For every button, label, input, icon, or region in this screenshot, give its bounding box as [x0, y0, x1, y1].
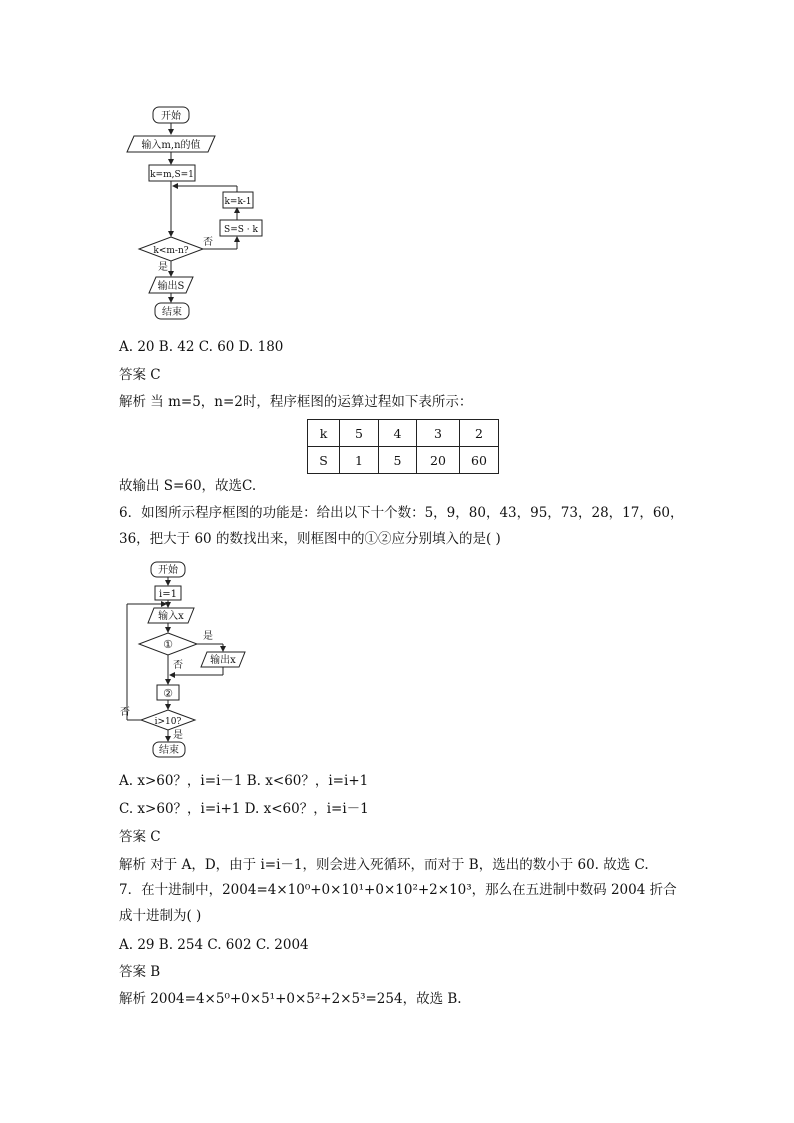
table-cell: 5 — [340, 420, 379, 447]
table-row — [308, 420, 499, 447]
flowchart-1 — [115, 95, 285, 330]
slot1-label: ① — [163, 638, 173, 651]
start-label: 开始 — [161, 111, 181, 122]
table-cell: k — [308, 420, 340, 447]
q5-analysis: 解析 当 m=5，n=2时，程序框图的运算过程如下表所示： — [119, 394, 473, 410]
q7-stem-line2: 成十进制为( ) — [119, 908, 202, 924]
input-label: 输入m,n的值 — [141, 140, 201, 151]
input-label: 输入x — [158, 611, 184, 622]
q7-answer: 答案 B — [119, 964, 161, 980]
table-cell: 3 — [417, 420, 460, 447]
no2-label: 否 — [120, 707, 130, 718]
q6-stem-line1: 6．如图所示程序框图的功能是：给出以下十个数：5，9，80，43，95，73，28，17，60， — [119, 505, 684, 521]
no-label: 否 — [203, 237, 213, 248]
table-cell: 20 — [417, 447, 460, 474]
start-label: 开始 — [158, 565, 178, 576]
end-label: 结束 — [162, 307, 182, 318]
cond2-label: i>10? — [154, 717, 182, 727]
calc-table — [307, 419, 499, 474]
init-label: i=1 — [159, 589, 177, 600]
q5-conclusion: 故输出 S=60，故选C. — [119, 478, 257, 494]
yes-label: 是 — [158, 262, 168, 273]
yes2-label: 是 — [173, 730, 183, 741]
flowchart-2 — [115, 556, 265, 762]
init-label: k=m,S=1 — [150, 170, 194, 180]
slot2-label: ② — [163, 687, 173, 700]
decrement-label: k=k-1 — [224, 197, 252, 207]
condition-label: k<m-n? — [153, 246, 189, 256]
q6-stem-line2: 36，把大于 60 的数找出来，则框图中的①②应分别填入的是( ) — [119, 531, 501, 547]
no-label: 否 — [173, 660, 183, 671]
end-label: 结束 — [159, 745, 179, 756]
q6-answer: 答案 C — [119, 829, 161, 845]
table-cell: 5 — [379, 447, 417, 474]
q5-options: A. 20 B. 42 C. 60 D. 180 — [119, 339, 284, 355]
table-cell: 2 — [460, 420, 499, 447]
yes-label: 是 — [203, 631, 213, 642]
multiply-label: S=S · k — [224, 225, 258, 235]
q7-stem-line1: 7．在十进制中，2004=4×10⁰+0×10¹+0×10²+2×10³，那么在五进制中数码 2004 折合 — [119, 882, 677, 898]
output-label: 输出x — [210, 655, 236, 666]
output-label: 输出S — [157, 281, 185, 292]
table-cell: 1 — [340, 447, 379, 474]
q6-analysis: 解析 对于 A，D，由于 i=i－1，则会进入死循环，而对于 B，选出的数小于 60. 故选 C. — [119, 857, 649, 873]
table-row — [308, 447, 499, 474]
q7-analysis: 解析 2004=4×5⁰+0×5¹+0×5²+2×5³=254，故选 B. — [119, 991, 462, 1007]
q6-options-line1: A. x>60？，i=i－1 B. x<60？，i=i+1 — [119, 773, 369, 789]
table-cell: S — [308, 447, 340, 474]
q5-answer: 答案 C — [119, 367, 161, 383]
table-cell: 60 — [460, 447, 499, 474]
table-cell: 4 — [379, 420, 417, 447]
q7-options: A. 29 B. 254 C. 602 C. 2004 — [119, 937, 309, 953]
q6-options-line2: C. x>60？，i=i+1 D. x<60？，i=i－1 — [119, 801, 369, 817]
